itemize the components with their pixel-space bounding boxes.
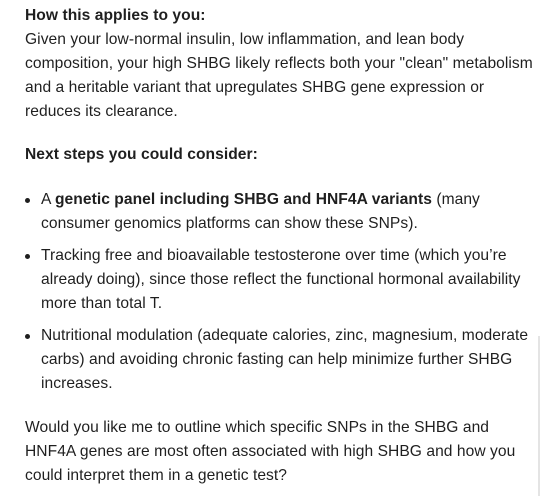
- bullet-icon: [25, 198, 30, 203]
- list-item-text: Nutritional modulation (adequate calories, zinc, magnesium, moderate carbs) and avoiding chronic fasting can help minimize further SHBG increases.: [41, 327, 529, 392]
- applies-heading: How this applies to you:: [25, 7, 206, 24]
- next-steps-heading: Next steps you could consider:: [25, 146, 258, 163]
- applies-section: [25, 4, 537, 124]
- list-item-text: Tracking free and bioavailable testosterone over time (which you’re already doing), since those reflect the functional hormonal availability more than total T.: [41, 247, 521, 312]
- bullet-icon: [25, 334, 30, 339]
- applies-body: Given your low-normal insulin, low inflammation, and lean body composition, your high SHBG likely reflects both your "clean" metabolism and a heritable variant that upregulates SHBG gene expression or reduces its clearance.: [25, 31, 533, 120]
- list-item-prefix: A: [41, 191, 55, 208]
- list-item-bold: genetic panel including SHBG and HNF4A variants: [54, 191, 432, 208]
- bullet-icon: [25, 254, 30, 259]
- list-item: [25, 244, 537, 316]
- next-steps-list: [25, 188, 537, 396]
- list-item-suffix: (many consumer genomics platforms can show these SNPs).: [41, 191, 480, 232]
- closing-question: Would you like me to outline which specific SNPs in the SHBG and HNF4A genes are most often associated with high SHBG and how you could interpret them in a genetic test?: [25, 419, 516, 484]
- list-item: [25, 324, 537, 396]
- list-item: [25, 188, 537, 236]
- assistant-message: [25, 4, 537, 488]
